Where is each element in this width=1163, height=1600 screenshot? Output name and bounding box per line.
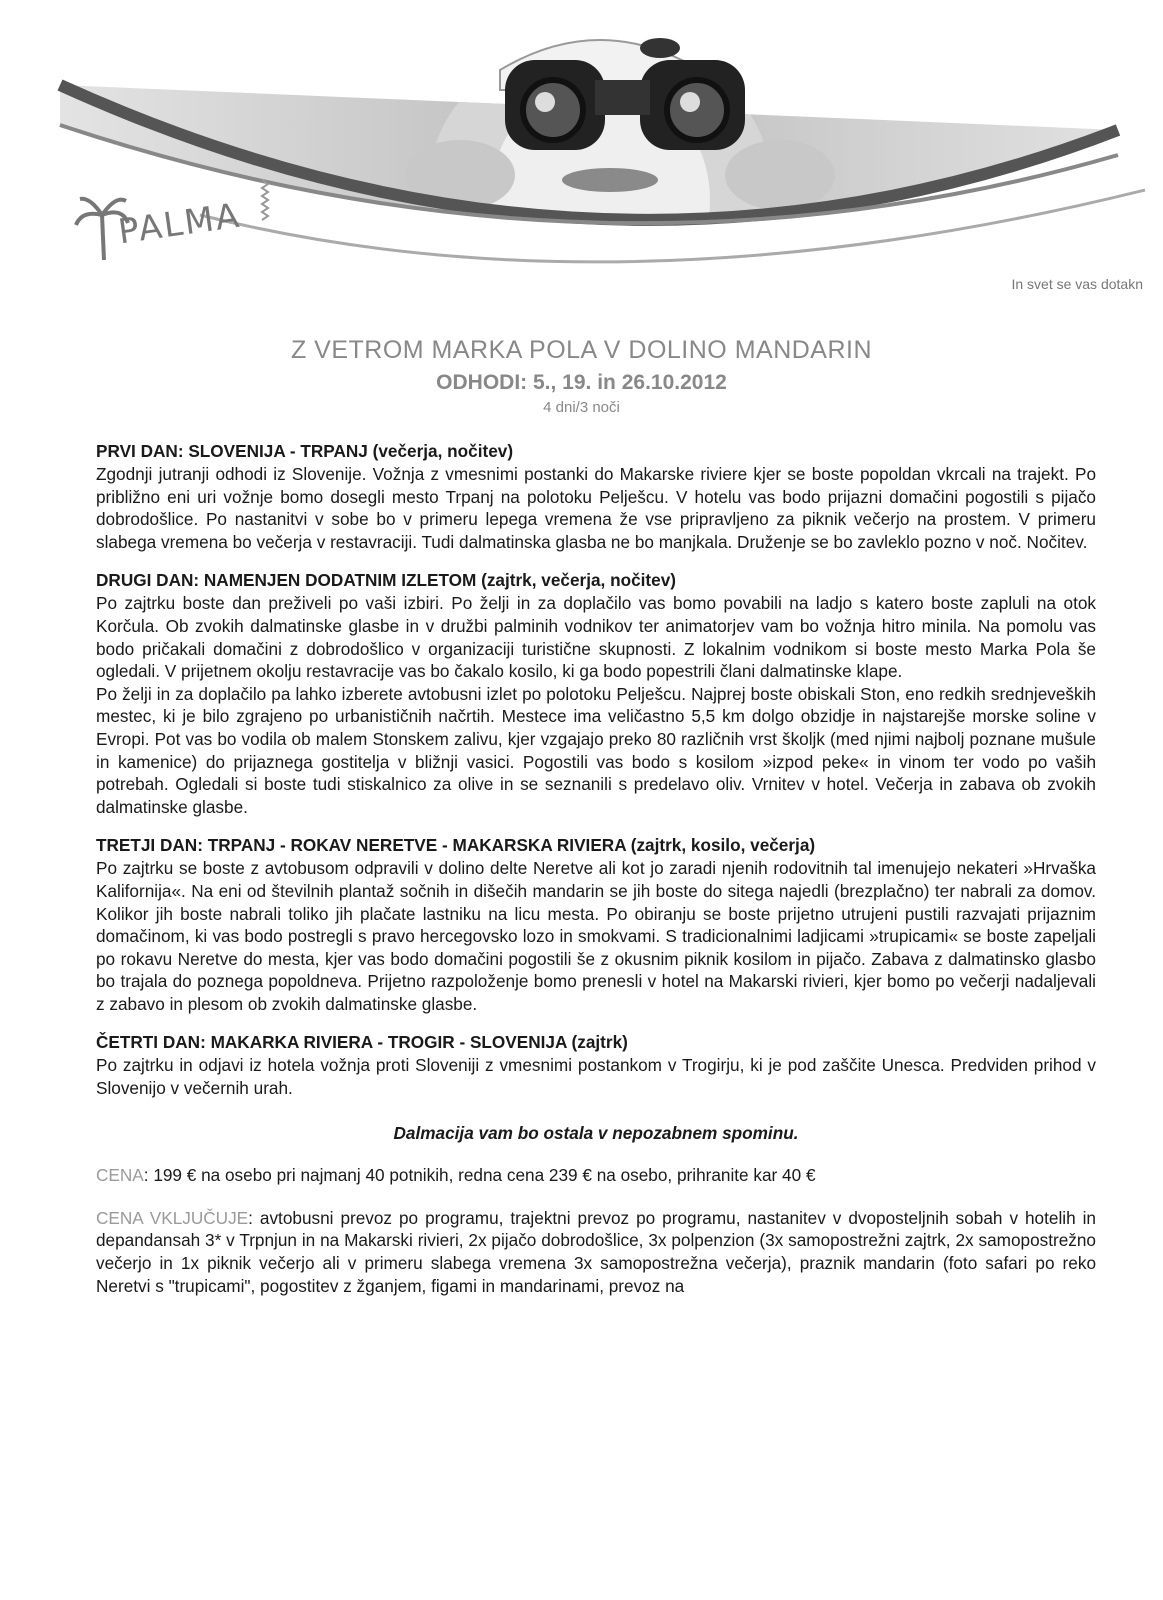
day-1-section — [96, 440, 1096, 553]
day-2-text-2: Po želji in za doplačilo pa lahko izberete avtobusni izlet po polotoku Pelješcu. Najprej boste obiskali Ston, eno redkih srednjeveških mestec, ki je bilo zgrajeno po urbanističnih načrtih. Mestece ima veličastno 5,5 km dolgo obzidje in najstarejše morske soline v Evropi. Pot vas bo vodila ob malem Stonskem zalivu, kjer vzgajajo preko 80 različnih vrst školjk (med njimi najbolj poznane mušule in kamenice) do prijaznega gostitelja v bližnji vasici. Pogostili vas bodo s kosilom »izpod peke« in vinom ter vodo po vaših potrebah. Ogledali si boste tudi stiskalnico za olive in se seznanili s predelavo oliv. Vrnitev v hotel. Večerja in zabava ob zvokih dalmatinske glasbe. — [96, 683, 1096, 817]
closing-line: Dalmacija vam bo ostala v nepozabnem spominu. — [393, 1122, 799, 1143]
price-line — [96, 1164, 1096, 1187]
header-banner — [0, 0, 1163, 320]
price-text: : 199 € na osebo pri najmanj 40 potnikih, redna cena 239 € na osebo, prihranite kar 40 € — [143, 1165, 816, 1186]
day-2-text-1: Po zajtrku boste dan preživeli po vaši izbiri. Po želji in za doplačilo vas bomo povabili na ladjo s katero boste zapluli na otok Korčula. Ob zvokih dalmatinske glasbe in v družbi palminih vodnikov ter animatorjev vam bo vožnja hitro minila. Na pomolu vas bodo pričakali domačini z dobrodošlico v organizaciji turistične skupnosti. Z lokalnim vodnikom si boste mesto Marka Pola še ogledali. V prijetnem okolju restavracije vas bo čakalo kosilo, ki ga bodo popestrili člani dalmatinske klape. — [96, 593, 1096, 682]
day-4-section — [96, 1031, 1096, 1099]
cap-badge — [640, 38, 680, 58]
day-4-text: Po zajtrku in odjavi iz hotela vožnja proti Sloveniji z vmesnimi postankom v Trogirju, ki je pod zaščite Unesca. Predviden prihod v Slovenijo v večernih urah. — [96, 1055, 1096, 1099]
day-3-heading: TRETJI DAN: TRPANJ - ROKAV NERETVE - MAKARSKA RIVIERA (zajtrk, kosilo, večerja) — [96, 835, 816, 856]
price-label: CENA — [96, 1165, 144, 1186]
title-block — [0, 336, 1163, 416]
day-2-heading: DRUGI DAN: NAMENJEN DODATNIM IZLETOM (zajtrk, večerja, nočitev) — [96, 570, 676, 591]
includes-text: : avtobusni prevoz po programu, trajektni prevoz po programu, nastanitev v dvoposteljnih sobah v hotelih in depandansah 3* v Trpnjun in na Makarski rivieri, 2x pijačo dobrodošlice, 3x polpenzion (3x samopostrežni zajtrk, 2x samopostrežno večerjo in 1x piknik večerjo ali v primeru slabega vremena 3x samopostrežna večerja), praznik mandarin (foto safari po reko Neretvi s "trupicami", pogostitev z žganjem, figami in mandarinami, prevoz na — [96, 1207, 1096, 1296]
tagline: In svet se vas dotakn — [1011, 276, 1143, 292]
day-1-text: Zgodnji jutranji odhodi iz Slovenije. Vožnja z vmesnimi postanki do Makarske riviere kjer se boste popoldan vkrcali na trajekt. Po približno eni uri vožnje bomo dosegli mesto Trpanj na polotoku Pelješcu. V hotelu vas bodo prijazni domačini pogostili s pijačo dobrodošlice. Po nastanitvi v sobe bo v primeru lepega vremena že vse pripravljeno za piknik večerjo na prostem. V primeru slabega vremena bo večerja v restavraciji. Tudi dalmatinska glasba ne bo manjkala. Druženje se bo zavleklo pozno v noč. Nočitev. — [96, 464, 1096, 552]
trip-duration: 4 dni/3 noči — [543, 399, 620, 416]
day-3-text: Po zajtrku se boste z avtobusom odpravili v dolino delte Neretve ali kot jo zaradi njenih rodovitnih tal imenujejo nekateri »Hrvaška Kalifornija«. Na eni od številnih plantaž sočnih in dišečih mandarin se jih boste do sitega najedli (brezplačno) ter nabrali za domov. Kolikor jih boste nabrali toliko jih plačate lastniku na licu mesta. Po obiranju se boste prijetno utrujeni pustili razvajati prijaznim domačinom, ki vas bodo postregli s pravo hercegovsko lozo in smokvami. S tradicionalnimi ladjicami »trupicami« se boste zapeljali po rokavu Neretve do mesta, kjer vas bodo domačini pogostili še z okusnim piknik kosilom in pijačo. Zabava z dalmatinsko glasbo bo trajala do poznega popoldneva. Prijetno razpoloženje bomo prenesli v hotel na Makarski rivieri, kjer bomo po večerji nadaljevali z zabavo in plesom ob zvokih dalmatinske glasbe. — [96, 858, 1096, 1014]
itinerary-content — [96, 440, 1096, 1297]
includes-label: CENA VKLJUČUJE — [96, 1207, 249, 1228]
day-4-heading: ČETRTI DAN: MAKARKA RIVIERA - TROGIR - SLOVENIJA (zajtrk) — [96, 1032, 628, 1053]
day-1-heading: PRVI DAN: SLOVENIJA - TRPANJ (večerja, nočitev) — [96, 441, 514, 461]
logo — [72, 196, 292, 266]
departure-dates: ODHODI: 5., 19. in 26.10.2012 — [436, 371, 727, 394]
day-2-section — [96, 569, 1096, 818]
hand-right — [725, 140, 835, 210]
includes-line — [96, 1207, 1096, 1297]
page-title: Z VETROM MARKA POLA V DOLINO MANDARIN — [290, 336, 873, 364]
day-3-section — [96, 834, 1096, 1015]
logo-text: PALMA — [115, 195, 244, 253]
